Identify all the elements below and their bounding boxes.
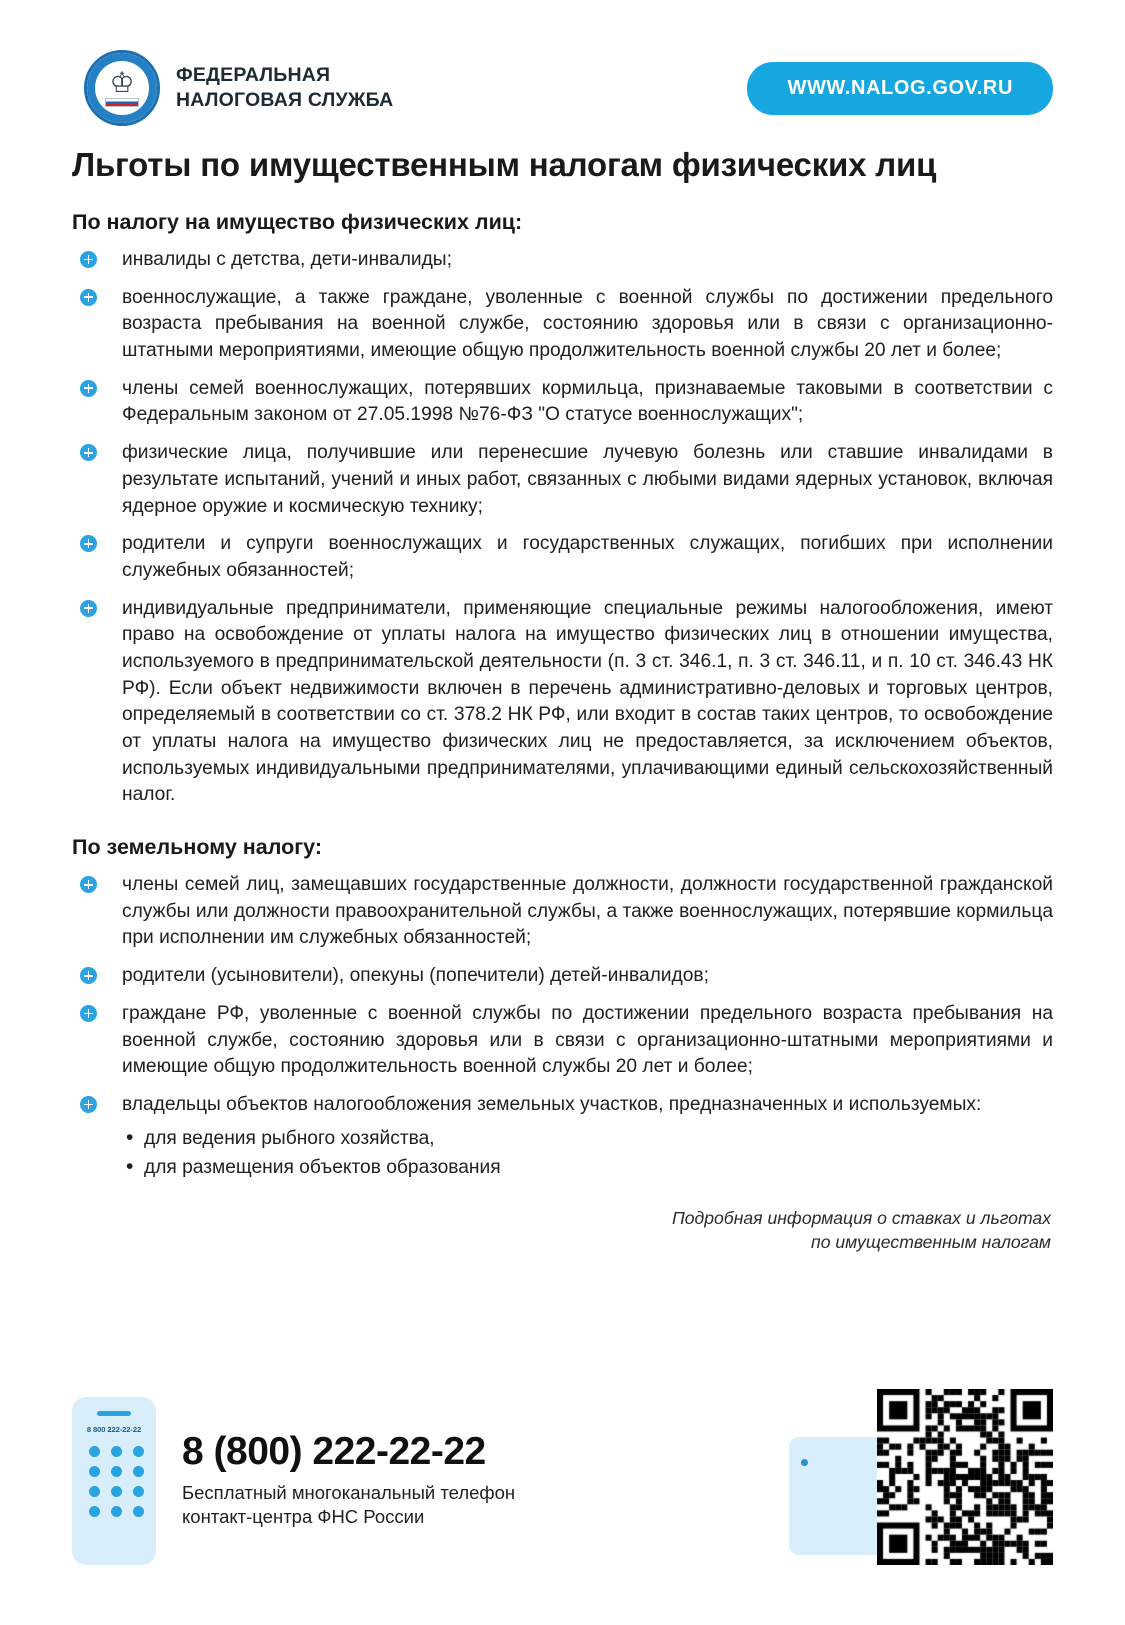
org-name-line2: НАЛОГОВАЯ СЛУЖБА	[176, 89, 394, 111]
keypad-key	[111, 1446, 122, 1457]
plus-icon	[80, 967, 97, 984]
russian-flag-icon	[105, 98, 139, 107]
keypad-key	[133, 1506, 144, 1517]
list-item	[72, 531, 1053, 584]
qr-caption-line2: по имущественным налогам	[811, 1231, 1051, 1252]
list-item-text: родители (усыновители), опекуны (попечители) детей-инвалидов;	[122, 965, 709, 987]
keypad-key	[133, 1466, 144, 1477]
org-name-line1: ФЕДЕРАЛЬНАЯ	[176, 64, 331, 87]
plus-icon	[80, 380, 97, 397]
qr-code[interactable]	[877, 1389, 1053, 1565]
emblem-inner	[95, 61, 149, 115]
qr-canvas[interactable]	[877, 1389, 1053, 1565]
hotline-description	[182, 1481, 515, 1529]
plus-icon	[80, 1005, 97, 1022]
list-item	[72, 440, 1053, 520]
list-item-text: граждане РФ, уволенные с военной службы по достижении предельного возраста пребывания на военной службе, состоянию здоровья или в связи с организационно-штатными мероприятиями и имеющие общую продолжительность военной службы 20 лет и более;	[122, 1002, 1053, 1078]
list-item-text: члены семей лиц, замещавших государственные должности, должности государственной гражданской службы или должности правоохранительной службы, а также военнослужащих, потерявшие кормильца при исполнении им служебных обязанностей;	[122, 874, 1053, 949]
list-item	[72, 1001, 1053, 1081]
hotline-description-line1: Бесплатный многоканальный телефон	[182, 1482, 516, 1504]
list-item-text: физические лица, получившие или перенесшие лучевую болезнь или ставшие инвалидами в результате испытаний, учений и иных работ, связанных с любыми видами ядерных установок, включая ядерное оружие и космическую технику;	[122, 442, 1053, 517]
plus-icon	[80, 600, 97, 617]
section-heading-land-tax: По земельному налогу:	[72, 835, 323, 860]
contact-block	[72, 1397, 515, 1565]
list-item	[72, 247, 1053, 274]
plus-icon	[80, 1096, 97, 1113]
section-heading-property-tax: По налогу на имущество физических лиц:	[72, 210, 523, 234]
qr-block	[877, 1389, 1053, 1565]
keypad-key	[89, 1486, 100, 1497]
list-item	[72, 1092, 1053, 1181]
list-item-text: индивидуальные предприниматели, применяющие специальные режимы налогообложения, имеют право на освобождение от уплаты налога на имущество физических лиц в отношении имущества, используемого в предпринимательской деятельности (п. 3 ст. 346.1, п. 3 ст. 346.11, и п. 10 ст. 346.43 НК РФ). Если объект недвижимости включен в перечень административно-деловых и торговых центров, определяемый в соответствии со ст. 378.2 НК РФ, или входит в состав таких центров, то освобождение от уплаты налога на имущество физических лиц не предоставляется, за исключением объектов, используемых индивидуальными предпринимателями, уплачивающими единый сельскохозяйственный налог.	[122, 597, 1053, 806]
list-item-text: военнослужащие, а также граждане, уволенные с военной службы по достижении предельного возраста пребывания на военной службе, состоянию здоровья или в связи с организационно-штатными мероприятиями, имеющие общую продолжительность военной службы 20 лет и более;	[122, 286, 1053, 362]
keypad-key	[111, 1506, 122, 1517]
hotline-description-line2: контакт-центра ФНС России	[182, 1506, 425, 1528]
phone-keypad	[72, 1446, 156, 1517]
list-item-text: члены семей военнослужащих, потерявших кормильца, признаваемые таковыми в соответствии с Федеральным законом от 27.05.1998 №76-ФЗ "О статусе военнослужащих";	[122, 377, 1053, 426]
property-tax-list	[72, 247, 1053, 809]
page-title: Льготы по имущественным налогам физических лиц	[72, 146, 937, 183]
keypad-key	[89, 1506, 100, 1517]
keypad-key	[133, 1446, 144, 1457]
phone-screen-label: 8 800 222-22-22	[86, 1425, 142, 1434]
phone-text	[182, 1432, 515, 1529]
list-item	[72, 285, 1053, 365]
list-item-text: владельцы объектов налогообложения земельных участков, предназначенных и используемых:	[122, 1093, 982, 1115]
keypad-key	[89, 1446, 100, 1457]
list-item	[72, 963, 1053, 990]
land-tax-sub-list	[122, 1125, 1053, 1182]
page-footer	[72, 1389, 1053, 1565]
plus-icon	[80, 876, 97, 893]
qr-caption-line1: Подробная информация о ставках и льготах	[671, 1208, 1051, 1229]
keypad-key	[133, 1486, 144, 1497]
list-item	[72, 872, 1053, 952]
double-headed-eagle-icon: ♔	[109, 67, 135, 98]
list-item-text: инвалиды с детства, дети-инвалиды;	[122, 249, 452, 270]
bubble-dot	[801, 1459, 808, 1466]
list-item	[72, 596, 1053, 810]
land-tax-list	[72, 872, 1053, 1181]
sub-list-item: • для ведения рыбного хозяйства,	[122, 1125, 1053, 1152]
list-item-text: родители и супруги военнослужащих и государственных служащих, погибших при исполнении служебных обязанностей;	[122, 533, 1053, 581]
keypad-key	[111, 1466, 122, 1477]
sub-list-item: • для размещения объектов образования	[122, 1154, 1053, 1181]
org-name	[176, 63, 393, 113]
page-header	[72, 0, 1053, 118]
website-link[interactable]: WWW.NALOG.GOV.RU	[747, 62, 1053, 115]
hotline-number: 8 (800) 222-22-22	[182, 1430, 486, 1474]
list-item	[72, 376, 1053, 429]
phone-speaker	[97, 1411, 131, 1416]
plus-icon	[80, 535, 97, 552]
fns-brand	[84, 50, 393, 126]
fns-emblem-icon	[84, 50, 160, 126]
plus-icon	[80, 444, 97, 461]
plus-icon	[80, 251, 97, 268]
keypad-key	[89, 1466, 100, 1477]
phone-icon	[72, 1397, 156, 1565]
keypad-key	[111, 1486, 122, 1497]
plus-icon	[80, 289, 97, 306]
qr-caption	[72, 1207, 1053, 1255]
